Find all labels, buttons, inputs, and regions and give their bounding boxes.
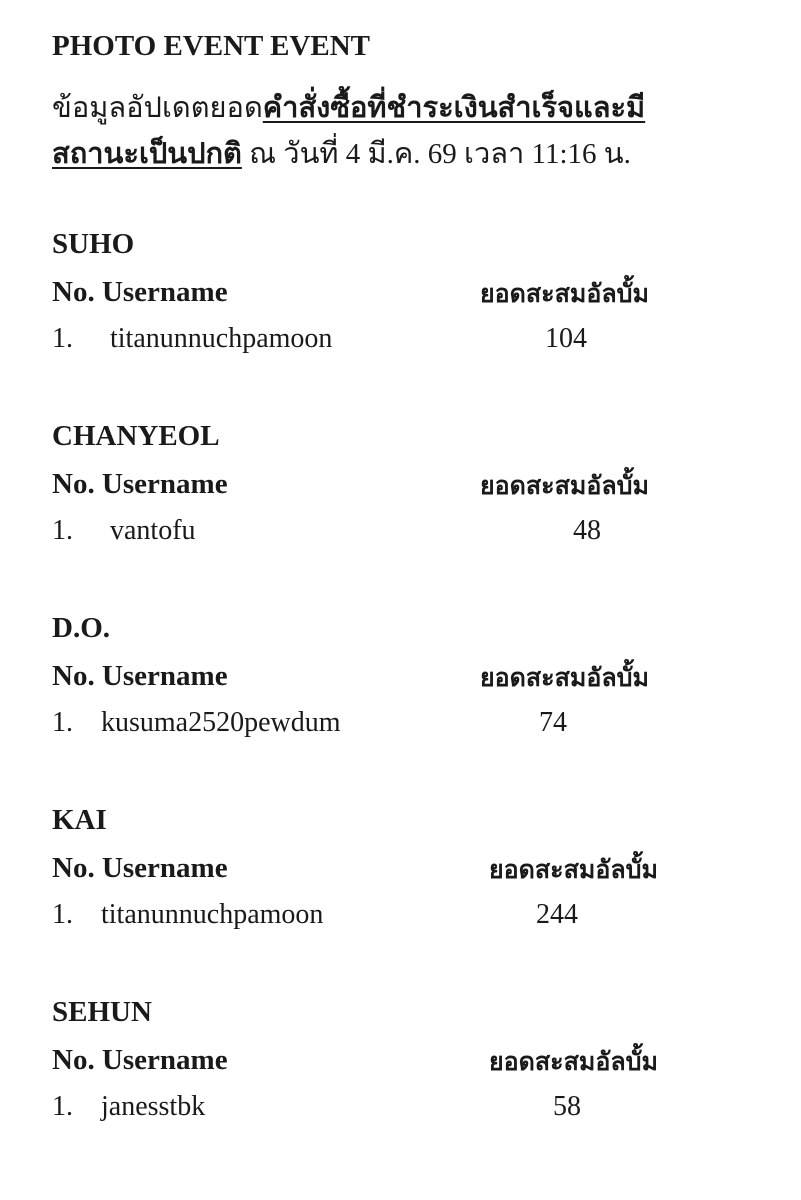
column-header-total: ยอดสะสมอัลบั้ม <box>480 471 650 500</box>
column-header-total: ยอดสะสมอัลบั้ม <box>480 279 650 308</box>
row-number: 1. <box>52 1091 73 1122</box>
row-number: 1. <box>52 515 73 546</box>
update-note-emphasis: สถานะเป็นปกติ <box>52 138 242 170</box>
column-header-no-username: No. Username <box>52 852 228 884</box>
column-header-no-username: No. Username <box>52 660 228 692</box>
update-note-emphasis: คำสั่งซื้อที่ชำระเงินสำเร็จและมี <box>262 92 646 124</box>
row-username: kusuma2520pewdum <box>101 707 341 738</box>
update-note-line-2 <box>52 130 631 176</box>
section-chanyeol <box>0 420 801 570</box>
row-number: 1. <box>52 899 73 930</box>
row-username: titanunnuchpamoon <box>101 899 324 930</box>
section-sehun <box>0 996 801 1146</box>
column-header-total: ยอดสะสมอัลบั้ม <box>489 1047 659 1076</box>
column-header-no-username: No. Username <box>52 276 228 308</box>
row-number: 1. <box>52 323 73 354</box>
update-note-text: ข้อมูลอัปเดตยอด <box>52 92 263 124</box>
section-title: SEHUN <box>52 996 152 1028</box>
row-username: janesstbk <box>101 1091 206 1122</box>
column-header-no-username: No. Username <box>52 468 228 500</box>
row-total: 58 <box>553 1091 581 1122</box>
column-header-total: ยอดสะสมอัลบั้ม <box>489 855 659 884</box>
row-number: 1. <box>52 707 73 738</box>
column-header-no-username: No. Username <box>52 1044 228 1076</box>
row-total: 48 <box>573 515 601 546</box>
update-note-timestamp: ณ วันที่ 4 มี.ค. 69 เวลา 11:16 น. <box>241 138 631 170</box>
section-title: D.O. <box>52 612 110 644</box>
section-kai <box>0 804 801 954</box>
update-note-line-1 <box>52 84 645 130</box>
section-title: KAI <box>52 804 107 836</box>
section-do <box>0 612 801 762</box>
row-total: 74 <box>539 707 567 738</box>
section-suho <box>0 228 801 378</box>
row-username: titanunnuchpamoon <box>110 323 333 354</box>
row-total: 104 <box>545 323 587 354</box>
section-title: CHANYEOL <box>52 420 220 452</box>
row-total: 244 <box>536 899 578 930</box>
section-title: SUHO <box>52 228 135 260</box>
page-title: PHOTO EVENT EVENT <box>52 30 371 62</box>
row-username: vantofu <box>110 515 196 546</box>
column-header-total: ยอดสะสมอัลบั้ม <box>480 663 650 692</box>
